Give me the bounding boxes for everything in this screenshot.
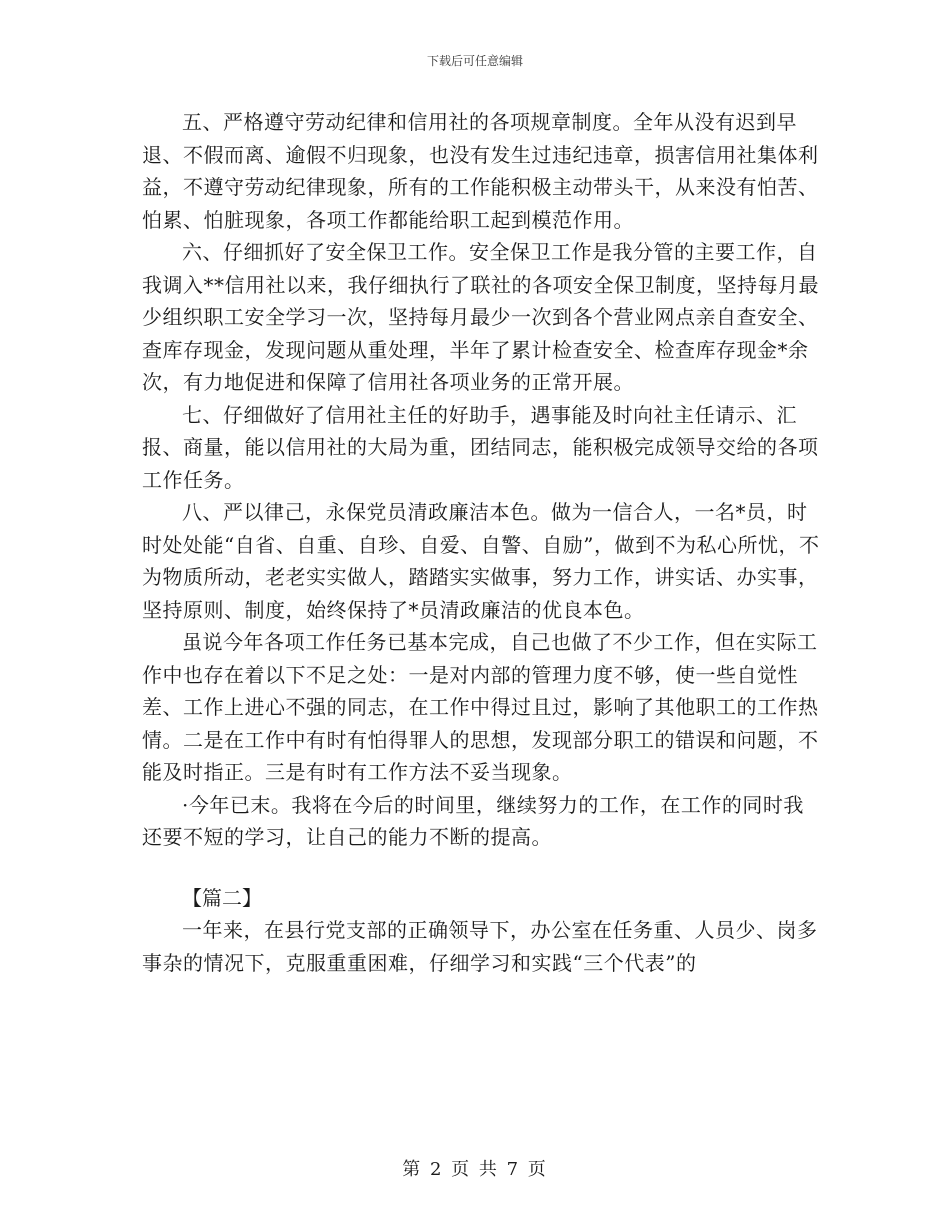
paragraph-closing: ·今年已末。我将在今后的时间里，继续努力的工作，在工作的同时我还要不短的学习，让自己的能力不断的提高。 — [142, 792, 804, 849]
page-footer: 第 2 页 共 7 页 — [402, 1159, 548, 1180]
paragraph-6: 六、仔细抓好了安全保卫工作。安全保卫工作是我分管的主要工作，自我调入**信用社以来，我仔细执行了联社的各项安全保卫制度，坚持每月最少组织职工安全学习一次，坚持每月最少一次到各个营业网点亲自查安全、查库存现金，发现问题从重处理，半年了累计检查安全、检查库存现金*余次，有力地促进和保障了信用社各项业务的正常开展。 — [142, 240, 819, 394]
page-header: 下载后可任意编辑 — [426, 54, 523, 68]
paragraph-7: 七、仔细做好了信用社主任的好助手，遇事能及时向社主任请示、汇报、商量，能以信用社的大局为重，团结同志，能积极完成领导交给的各项工作任务。 — [142, 402, 819, 492]
section-heading: 【篇二】 — [182, 885, 262, 910]
paragraph-5: 五、严格遵守劳动纪律和信用社的各项规章制度。全年从没有迟到早退、不假而离、逾假不归现象，也没有发生过违纪违章，损害信用社集体利益，不遵守劳动纪律现象，所有的工作能积极主动带头干，从来没有怕苦、怕累、怕脏现象，各项工作都能给职工起到模范作用。 — [142, 110, 819, 232]
section-paragraph-1: 一年来，在县行党支部的正确领导下，办公室在任务重、人员少、岗多事杂的情况下，克服重重困难，仔细学习和实践“三个代表”的 — [142, 918, 818, 975]
paragraph-8: 八、严以律己，永保党员清政廉洁本色。做为一信合人，一名*员，时时处处能“自省、自重、自珍、自爱、自警、自励”，做到不为私心所忧，不为物质所动，老老实实做人，踏踏实实做事，努力工作，讲实话、办实事，坚持原则、制度，始终保持了*员清政廉洁的优良本色。 — [142, 500, 820, 622]
paragraph-shortcomings: 虽说今年各项工作任务已基本完成，自己也做了不少工作，但在实际工作中也存在着以下不足之处：一是对内部的管理力度不够，使一些自觉性差、工作上进心不强的同志，在工作中得过且过，影响了其他职工的工作热情。二是在工作中有时有怕得罪人的思想，发现部分职工的错误和问题，不能及时指正。三是有时有工作方法不妥当现象。 — [142, 630, 819, 784]
document-body — [142, 106, 822, 979]
